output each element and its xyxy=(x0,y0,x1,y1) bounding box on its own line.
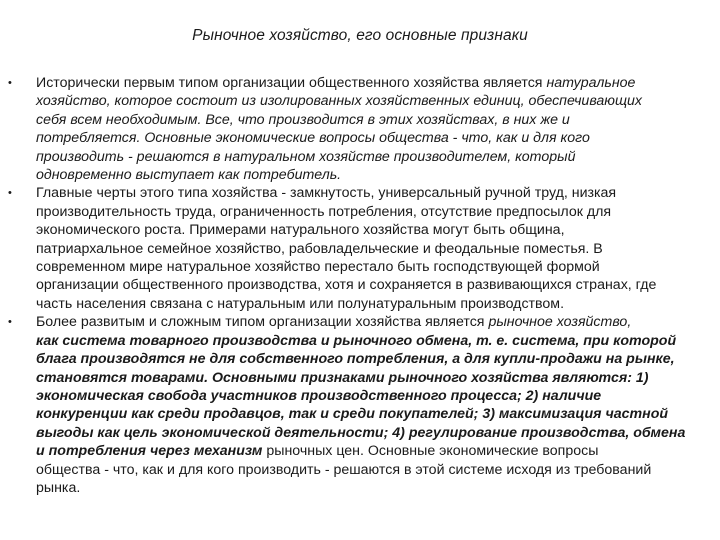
text-run: Главные черты этого типа хозяйства - замкнутость, универсальный ручной труд, низкая производительность труда, ограниченность потребления, отсутствие предпосылок для экономического роста. Примерами натурального хозяйства могут быть община, патриархальное семейное хозяйство, рабовладельческие и феодальные поместья. В современном мире натуральное хозяйство перестало быть господствующей формой организации общественного производства, хотя и сохраняется в развивающихся странах, где часть населения связана с натуральным или полунатуральным производством. xyxy=(36,185,657,312)
bullet-dot-icon: • xyxy=(8,77,12,89)
text-run: Более развитым и сложным типом организации хозяйства является xyxy=(36,314,489,331)
bullet-text xyxy=(36,184,712,313)
text-run-bold-italic: как система товарного производства и рыночного обмена, т. е. система, при которой блага производятся не для собственного потребления, а для купли-продажи на рынке, становятся товарами. Основными признаками рыночного хозяйства являются: 1) экономическая свобода участников производственного процесса; 2) наличие конкуренции как среди продавцов, так и среди покупателей; 3) максимизация частной выгоды как цель экономической деятельности; 4) регулирование производства, обмена и потребления через механизм xyxy=(36,332,686,460)
text-run: Исторически первым типом организации общественного хозяйства является xyxy=(36,75,547,91)
slide-title: Рыночное хозяйство, его основные признаки xyxy=(192,27,528,44)
bullet-list xyxy=(0,74,720,497)
bullet-main-features xyxy=(0,184,720,313)
bullet-dot-icon: • xyxy=(8,187,12,200)
bullet-text xyxy=(36,313,712,497)
bullet-text xyxy=(36,74,712,184)
text-run: рыночных цен. Основные экономические вопросы общества - что, как и для кого производить - решаются в этой системе исходя из требований рынка. xyxy=(36,443,652,496)
bullet-market-economy xyxy=(0,313,720,497)
text-run-italic: натуральное хозяйство, которое состоит из изолированных хозяйственных единиц, обеспечивающих себя всем необходимым. Все, что производится в этих хозяйствах, в них же и потребляется. Основные экономические вопросы общества - что, как и для кого производить - решаются в натуральном хозяйстве производителем, который одновременно выступает как потребитель. xyxy=(36,75,643,184)
text-run-italic: рыночное хозяйство, xyxy=(488,314,632,331)
bullet-dot-icon: • xyxy=(8,316,12,329)
bullet-natural-economy xyxy=(0,74,720,184)
